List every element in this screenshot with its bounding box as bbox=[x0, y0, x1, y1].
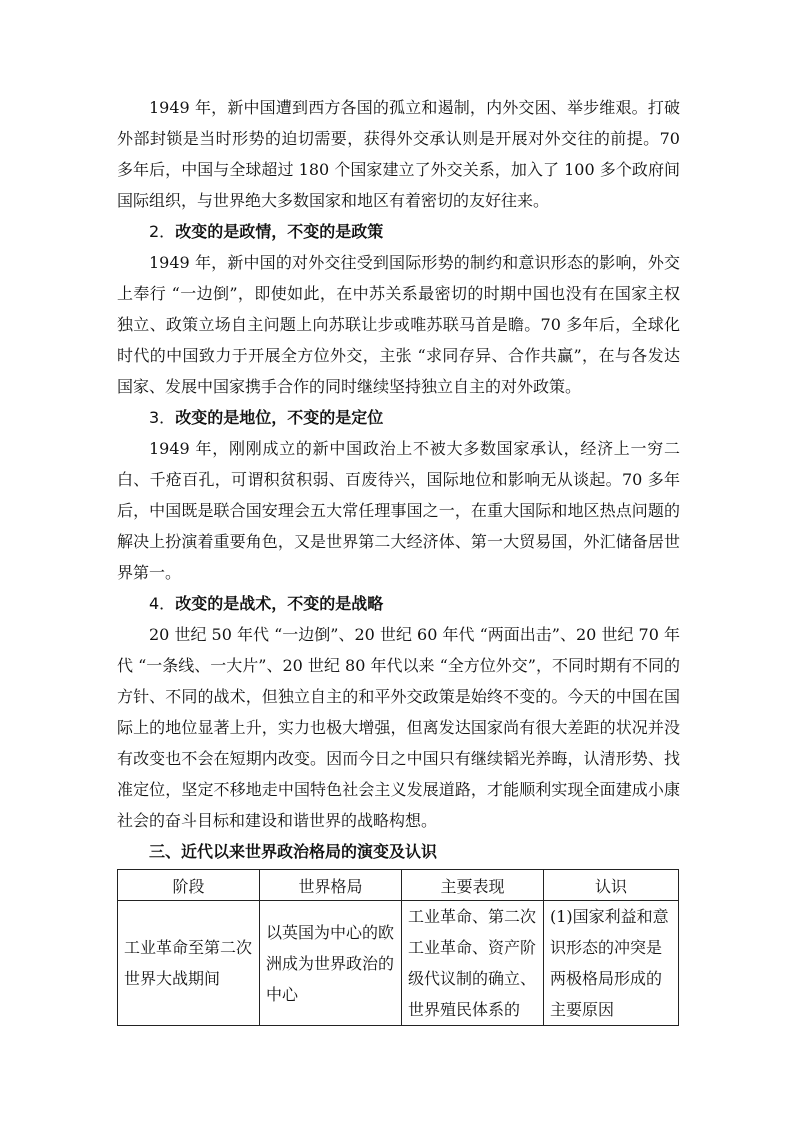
cell-pattern: 以英国为中心的欧洲成为世界政治的中心 bbox=[260, 901, 402, 1026]
header-pattern: 世界格局 bbox=[260, 870, 402, 901]
cell-stage: 工业革命至第二次世界大战期间 bbox=[118, 901, 260, 1026]
cell-features: 工业革命、第二次工业革命、资产阶级代议制的确立、世界殖民体系的 bbox=[402, 901, 544, 1026]
paragraph-4: 20 世纪 50 年代 “一边倒”、20 世纪 60 年代 “两面出击”、20 世纪 70 年代 “一条线、一大片”、20 世纪 80 年代以来 “全方位外交”，不同时期有不同的方针、不同的战术，但独立自主的和平外交政策是始终不变的。今天的中国在国际上的地位显著上升，实力也极大增强，但离发达国家尚有很大差距的状况并没有改变也不会在短期内改变。因而今日之中国只有继续韬光养晦，认清形势、找准定位，坚定不移地走中国特色社会主义发展道路，才能顺利实现全面建成小康社会的奋斗目标和建设和谐世界的战略构想。 bbox=[117, 625, 680, 830]
cell-understanding: (1)国家利益和意识形态的冲突是两极格局形成的主要原因 bbox=[544, 901, 679, 1026]
paragraph-3: 1949 年，刚刚成立的新中国政治上不被大多数国家承认，经济上一穷二白、千疮百孔，可谓积贫积弱、百废待兴，国际地位和影响无从谈起。70 多年后，中国既是联合国安理会五大常任理事国之一，在重大国际和地区热点问题的解决上扮演着重要角色，又是世界第二大经济体、第一大贸易国，外汇储备居世界第一。 bbox=[117, 439, 680, 582]
document-page bbox=[117, 92, 680, 1026]
heading-3-number: 3． bbox=[149, 408, 176, 427]
table-row bbox=[118, 901, 679, 1026]
heading-2 bbox=[117, 216, 680, 247]
heading-2-text: 改变的是政情，不变的是政策 bbox=[175, 222, 384, 241]
header-understanding: 认识 bbox=[544, 870, 679, 901]
table-header-row bbox=[118, 870, 679, 901]
pattern-table bbox=[117, 869, 679, 1026]
section-title: 三、近代以来世界政治格局的演变及认识 bbox=[149, 842, 438, 861]
heading-3 bbox=[117, 402, 680, 433]
heading-4 bbox=[117, 588, 680, 619]
heading-4-text: 改变的是战术，不变的是战略 bbox=[175, 594, 384, 613]
heading-3-text: 改变的是地位，不变的是定位 bbox=[175, 408, 384, 427]
header-stage: 阶段 bbox=[118, 870, 260, 901]
heading-4-number: 4． bbox=[149, 594, 176, 613]
paragraph-2: 1949 年，新中国的对外交往受到国际形势的制约和意识形态的影响，外交上奉行 “一边倒”，即使如此，在中苏关系最密切的时期中国也没有在国家主权独立、政策立场自主问题上向苏联让步或唯苏联马首是瞻。70 多年后，全球化时代的中国致力于开展全方位外交，主张 “求同存异、合作共赢”，在与各发达国家、发展中国家携手合作的同时继续坚持独立自主的对外政策。 bbox=[117, 253, 680, 396]
paragraph-1: 1949 年，新中国遭到西方各国的孤立和遏制，内外交困、举步维艰。打破外部封锁是当时形势的迫切需要，获得外交承认则是开展对外交往的前提。70 多年后，中国与全球超过 180 个国家建立了外交关系，加入了 100 多个政府间国际组织，与世界绝大多数国家和地区有着密切的友好往来。 bbox=[117, 98, 680, 210]
heading-2-number: 2． bbox=[149, 222, 176, 241]
header-features: 主要表现 bbox=[402, 870, 544, 901]
